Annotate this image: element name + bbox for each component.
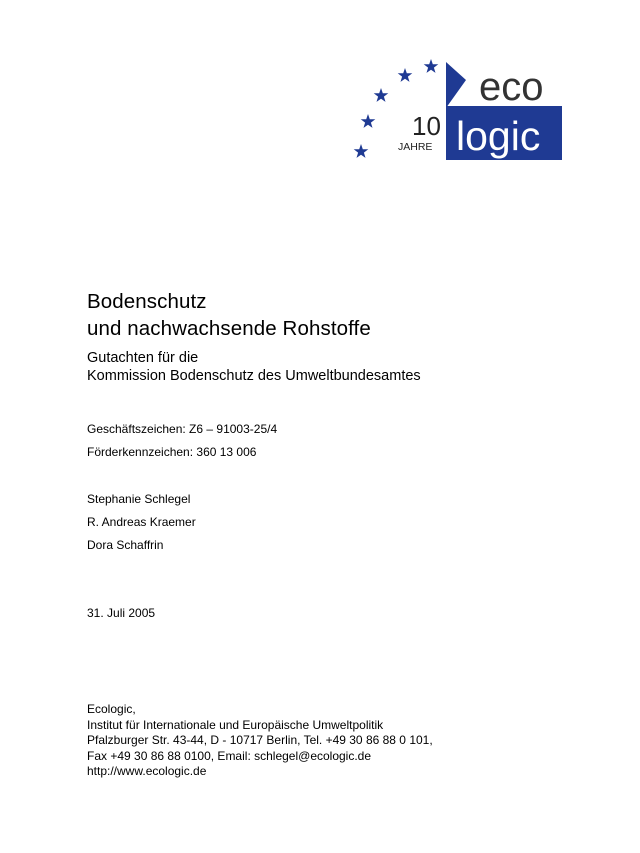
author-name: R. Andreas Kraemer: [87, 515, 196, 529]
wordmark-logic: logic: [456, 113, 541, 159]
author-list: [87, 488, 196, 557]
title-line-1: Bodenschutz: [87, 290, 207, 313]
subtitle-line-1: Gutachten für die: [87, 350, 199, 366]
author-name: Dora Schaffrin: [87, 538, 164, 552]
star-icon: [361, 114, 376, 128]
address-line-1: Ecologic,: [87, 702, 136, 716]
foerderkennzeichen: Förderkennzeichen: 360 13 006: [87, 445, 257, 459]
geschaeftszeichen: Geschäftszeichen: Z6 – 91003-25/4: [87, 422, 278, 436]
website-link[interactable]: http://www.ecologic.de: [87, 764, 207, 778]
publication-date: 31. Juli 2005: [87, 606, 156, 620]
reference-numbers: [87, 418, 277, 464]
anniversary-word: JAHRE: [398, 141, 433, 153]
anniversary-number: 10: [412, 111, 441, 141]
address-line-2: Institut für Internationale und Europäische Umweltpolitik: [87, 717, 384, 732]
star-icon: [354, 144, 369, 158]
wordmark-eco: eco: [479, 65, 544, 109]
logo-flag-shape: [446, 62, 466, 108]
subtitle-line-2: Kommission Bodenschutz des Umweltbundesamtes: [87, 368, 421, 384]
ecologic-logo: [348, 56, 564, 162]
document-subtitle: [87, 349, 607, 385]
institute-address: [87, 702, 433, 780]
title-block: [87, 288, 607, 385]
ecologic-logo-graphic: [348, 56, 564, 162]
document-title: [87, 288, 607, 342]
star-icon: [398, 68, 413, 82]
author-name: Stephanie Schlegel: [87, 492, 191, 506]
star-icon: [424, 59, 439, 73]
title-line-2: und nachwachsende Rohstoffe: [87, 317, 371, 340]
address-line-4: Fax +49 30 86 88 0100, Email: schlegel@ecologic.de: [87, 748, 372, 763]
star-icon: [374, 88, 389, 102]
address-line-3: Pfalzburger Str. 43-44, D - 10717 Berlin, Tel. +49 30 86 88 0 101,: [87, 733, 433, 747]
